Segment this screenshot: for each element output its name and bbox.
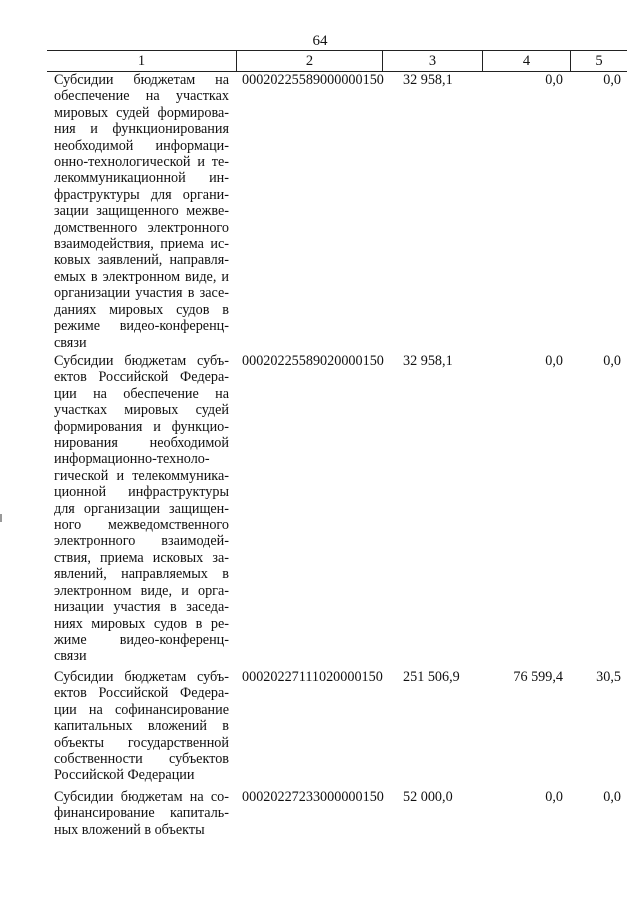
- row-name-line: домственного электронного: [54, 219, 229, 236]
- row-value-4: 0,0: [545, 789, 563, 805]
- row-name-line: ных вложений в объекты: [54, 821, 205, 838]
- row-value-4: 0,0: [545, 353, 563, 369]
- row-name-line: ектов Российской Федера-: [54, 685, 229, 702]
- row-name-line: гической и телекоммуника-: [54, 467, 229, 484]
- row-name-line: нирования необходимой: [54, 435, 229, 452]
- row-name-line: электронном виде, и орга-: [54, 582, 229, 599]
- row-name-line: формирования и функцио-: [54, 418, 229, 435]
- row-value-3: 52 000,0: [403, 789, 453, 805]
- row-value-5: 0,0: [603, 353, 621, 369]
- row-name-line: явлений, направляемых в: [54, 566, 229, 583]
- row-name-line: режиме видео-конференц-: [54, 318, 229, 335]
- row-code: 00020225589020000150: [242, 353, 384, 369]
- row-name-line: связи: [54, 648, 87, 665]
- scan-mark: [0, 514, 2, 522]
- row-name-line: объекты государственной: [54, 734, 229, 751]
- row-name-line: мировых судей формирова-: [54, 104, 229, 121]
- row-code: 00020225589000000150: [242, 72, 384, 88]
- row-name: [54, 669, 229, 784]
- row-name-line: связи: [54, 334, 87, 351]
- row-value-3: 32 958,1: [403, 353, 453, 369]
- row-name-line: ектов Российской Федера-: [54, 369, 229, 386]
- row-name-line: Субсидии бюджетам на: [54, 72, 229, 88]
- row-value-3: 251 506,9: [403, 669, 460, 685]
- row-name-line: ционной инфраструктуры: [54, 484, 229, 501]
- row-name-line: Субсидии бюджетам субъ-: [54, 353, 229, 369]
- row-name: [54, 353, 229, 665]
- row-name-line: взаимодействия, приема ис-: [54, 236, 229, 253]
- page-number: 64: [312, 33, 328, 49]
- row-name-line: даниях мировых судов в: [54, 301, 229, 318]
- row-code: 00020227111020000150: [242, 669, 383, 685]
- row-name-line: Российской Федерации: [54, 767, 195, 784]
- row-name-line: информационно-техноло-: [54, 451, 210, 468]
- row-name-line: собственности субъектов: [54, 751, 229, 768]
- row-name-line: ции на софинансирование: [54, 701, 229, 718]
- row-name-line: обеспечение на участках: [54, 88, 229, 105]
- budget-table: [47, 50, 627, 72]
- column-header-5: 5: [570, 51, 627, 71]
- row-name: [54, 789, 229, 838]
- row-name-line: низации участия в заседа-: [54, 599, 229, 616]
- row-name-line: необходимой информаци-: [54, 137, 229, 154]
- row-value-4: 0,0: [545, 72, 563, 88]
- row-name-line: для организации защищен-: [54, 500, 229, 517]
- row-name-line: финансирование капиталь-: [54, 805, 229, 822]
- row-name-line: ного межведомственного: [54, 517, 229, 534]
- row-name-line: зации защищенного межве-: [54, 203, 229, 220]
- row-code: 00020227233000000150: [242, 789, 384, 805]
- row-name-line: емых в электронном виде, и: [54, 268, 229, 285]
- row-name-line: ковых заявлений, направля-: [54, 252, 229, 269]
- column-header-2: 2: [236, 51, 382, 71]
- row-name-line: жиме видео-конференц-: [54, 631, 229, 648]
- row-name-line: Субсидии бюджетам субъ-: [54, 669, 229, 685]
- row-value-4: 76 599,4: [513, 669, 563, 685]
- row-value-5: 30,5: [596, 669, 621, 685]
- row-value-5: 0,0: [603, 72, 621, 88]
- row-name-line: лекоммуникационной ин-: [54, 170, 229, 187]
- row-name-line: фраструктуры для органи-: [54, 186, 229, 203]
- column-header-1: 1: [137, 53, 146, 69]
- row-name-line: организации участия в засе-: [54, 285, 229, 302]
- row-name-line: ния и функционирования: [54, 121, 229, 138]
- row-name-line: онно-технологической и те-: [54, 154, 229, 171]
- row-name-line: капитальных вложений в: [54, 718, 229, 735]
- row-name-line: участках мировых судей: [54, 402, 229, 419]
- row-name: [54, 72, 229, 351]
- row-name-line: ниях мировых судов в ре-: [54, 615, 229, 632]
- row-name-line: ции на обеспечение на: [54, 385, 229, 402]
- row-name-line: электронного взаимодей-: [54, 533, 229, 550]
- row-value-5: 0,0: [603, 789, 621, 805]
- row-name-line: Субсидии бюджетам на со-: [54, 789, 229, 805]
- column-header-3: 3: [382, 51, 482, 71]
- row-name-line: ствия, приема исковых за-: [54, 549, 229, 566]
- row-value-3: 32 958,1: [403, 72, 453, 88]
- table-header: [47, 51, 627, 72]
- column-header-4: 4: [482, 51, 570, 71]
